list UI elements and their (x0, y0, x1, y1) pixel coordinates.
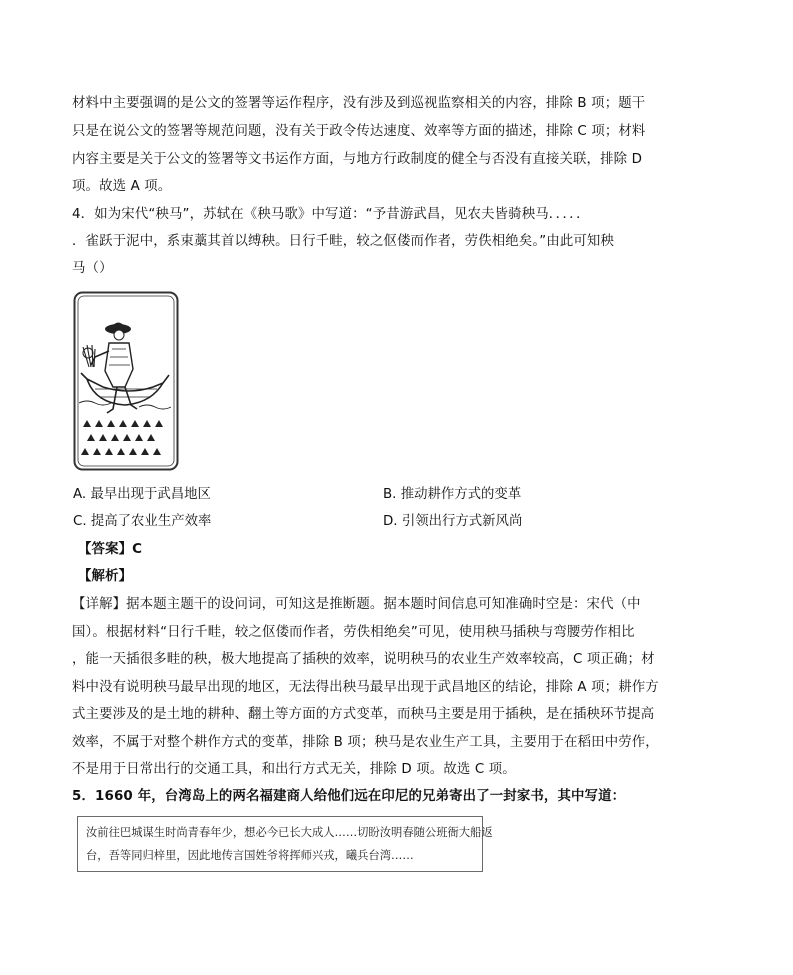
question-5-stem: 5．1660 年，台湾岛上的两名福建商人给他们远在印尼的兄弟寄出了一封家书，其中写道： (72, 789, 626, 804)
analysis-line: 只是在说公文的签署等规范问题，没有关于政令传达速度、效率等方面的描述，排除 C 项；材料 (72, 124, 646, 139)
detail-line: 料中没有说明秧马最早出现的地区，无法得出秧马最早出现于武昌地区的结论，排除 A 项；耕作方 (72, 680, 659, 695)
yangma-illustration (73, 291, 179, 471)
detail-line: ，能一天插很多畦的秧，极大地提高了插秧的效率，说明秧马的农业生产效率较高，C 项正确；材 (72, 652, 655, 667)
detail-line: 国）。根据材料“日行千畦，较之伛偻而作者，劳佚相绝矣”可见，使用秧马插秧与弯腰劳作相比 (72, 625, 635, 640)
question-4-stem: 4．如为宋代“秧马”，苏轼在《秧马歌》中写道：“予昔游武昌，见农夫皆骑秧马．．．．． (72, 207, 590, 222)
analysis-line: 内容主要是关于公文的签署等文书运作方面，与地方行政制度的健全与否没有直接关联，排除 D (72, 152, 643, 167)
quote-line: 台，吾等同归梓里，因此地传言国姓爷将挥师兴戎，曦兵台湾…… (86, 849, 414, 862)
option-b: B. 推动耕作方式的变革 (383, 487, 522, 502)
detail-line: 不是用于日常出行的交通工具，和出行方式无关，排除 D 项。故选 C 项。 (72, 762, 516, 777)
analysis-label: 【解析】 (78, 569, 133, 584)
option-d: D. 引领出行方式新风尚 (383, 514, 523, 529)
option-c: C. 提高了农业生产效率 (73, 514, 212, 529)
question-4-stem: ．雀跃于泥中，系束藁其首以缚秧。日行千畦，较之伛偻而作者，劳佚相绝矣。”由此可知秧 (72, 234, 615, 249)
answer-label: 【答案】C (78, 542, 143, 557)
source-quote-box (77, 816, 493, 872)
detail-line: 【详解】据本题主题干的设问词，可知这是推断题。据本题时间信息可知准确时空是：宋代（中 (72, 597, 641, 612)
option-a: A. 最早出现于武昌地区 (73, 487, 211, 502)
quote-line: 汝前往巴城谋生时尚青春年少，想必今已长大成人……切盼汝明春随公班衙大船返 (86, 826, 493, 839)
detail-line: 效率，不属于对整个耕作方式的变革，排除 B 项；秧马是农业生产工具，主要用于在稻田中劳作， (72, 735, 659, 750)
detail-line: 式主要涉及的是土地的耕种、翻土等方面的方式变革，而秧马主要是用于插秧，是在插秧环节提高 (72, 707, 655, 722)
question-4-stem: 马（） (72, 261, 113, 276)
analysis-line: 项。故选 A 项。 (72, 179, 172, 194)
analysis-line: 材料中主要强调的是公文的签署等运作程序，没有涉及到巡视监察相关的内容，排除 B 项；题干 (72, 96, 646, 111)
